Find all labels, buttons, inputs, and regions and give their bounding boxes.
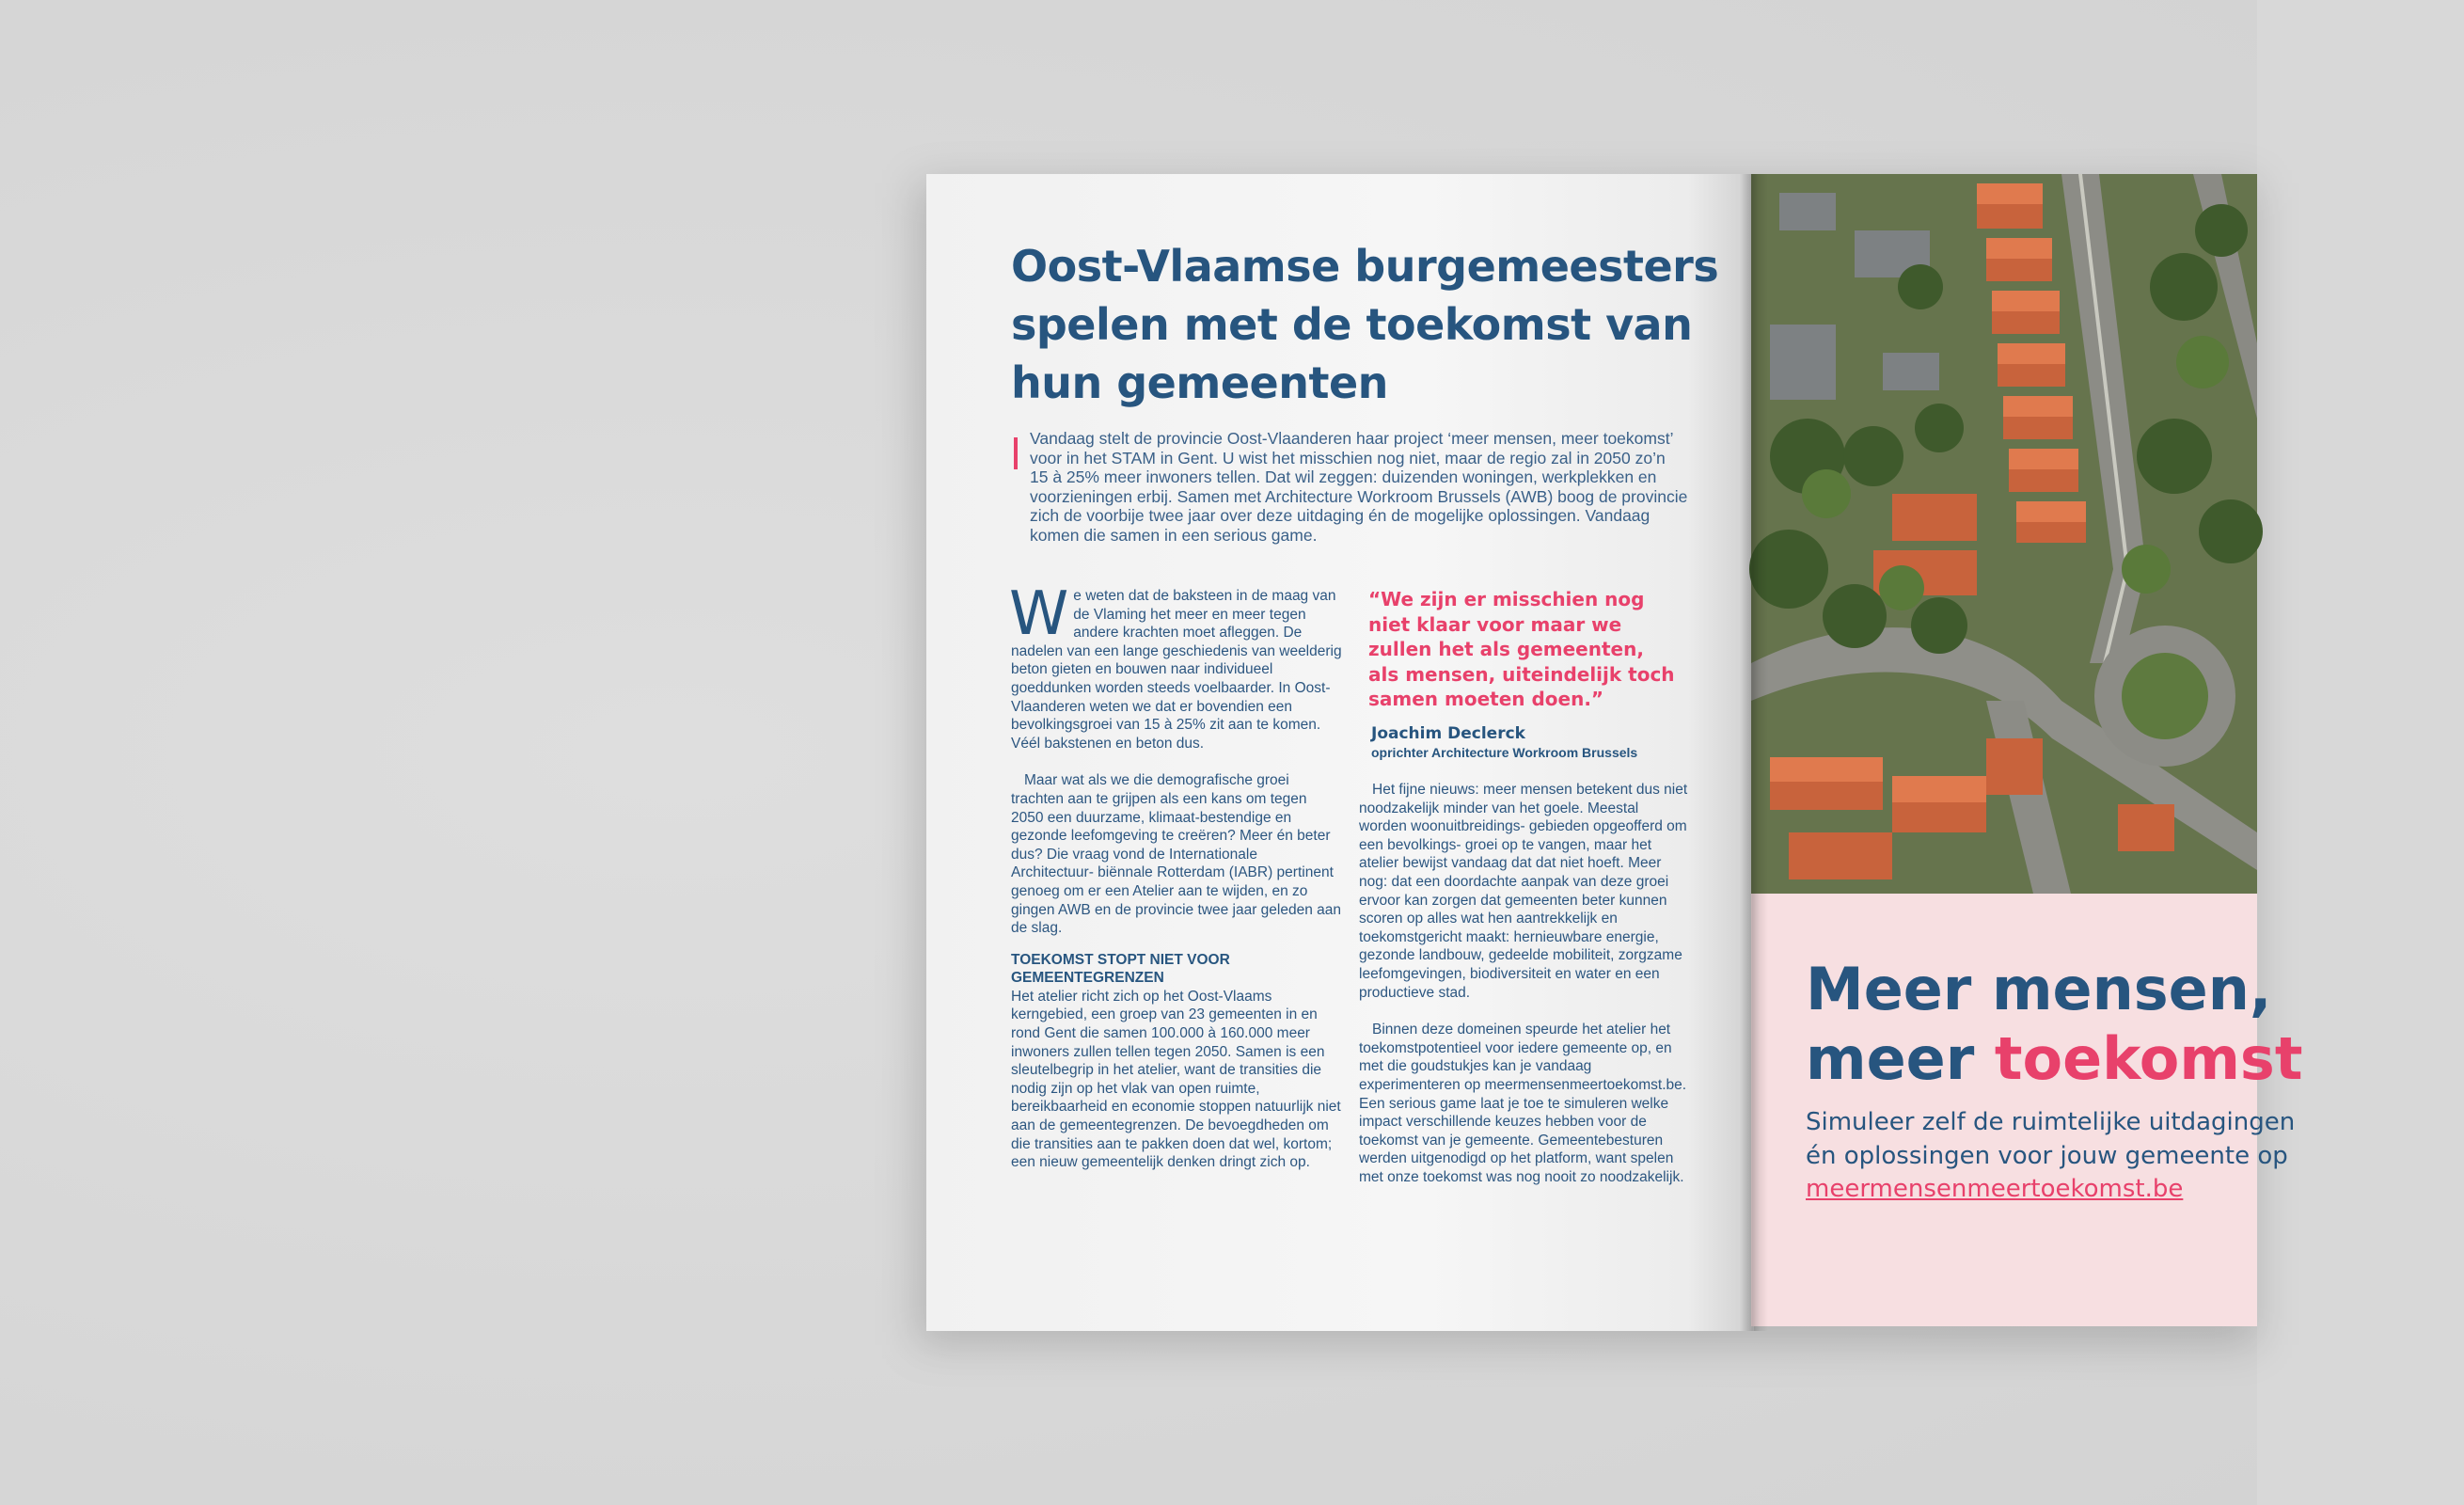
ad-subline-2: én oplossingen voor jouw gemeente op: [1806, 1142, 2288, 1170]
paragraph-5: Binnen deze domeinen speurde het atelier het toekomstpotentieel voor iedere gemeente op, en met die goudstukjes kan je vandaag experimenteren op meermensenmeertoekomst.be. Een serious game laat je toe te simuleren welke impact verschillende keuzes hebben voor de toekomst van je gemeente. Gemeentebesturen werden uitgenodigd op het platform, want spelen met onze toekomst was nog nooit zo noodzakelijk.: [1359, 1022, 1687, 1185]
right-page-ad: [1751, 174, 2303, 1326]
article-column-1: [1009, 579, 1342, 1172]
ad-headline: [1806, 955, 2464, 1094]
article-title: Oost-Vlaamse burgemeesters spelen met de toekomst van hun gemeenten: [1011, 241, 1719, 408]
drop-cap: W: [1009, 579, 1069, 649]
paragraph-2: Maar wat als we die demografische groei trachten aan te grijpen als een kans om tegen 2050 een duurzame, klimaat-bestendige en gezonde leefomgeving te creëren? Meer én beter dus? Die vraag vond de Internationale Architectuur- biënnale Rotterdam (IABR) pertinent genoeg om er een Atelier aan te wijden, en zo gingen AWB en de provincie twee jaar geleden aan de slag.: [1011, 772, 1341, 937]
section-subhead: TOEKOMST STOPT NIET VOOR GEMEENTEGRENZEN: [1011, 951, 1230, 987]
quote-author-role: oprichter Architecture Workroom Brussels: [1371, 745, 1638, 760]
ad-subline-1: Simuleer zelf de ruimtelijke uitdagingen: [1806, 1108, 2296, 1136]
ad-headline-line1: Meer mensen,: [1806, 955, 2272, 1023]
ad-subline: [1806, 1105, 2464, 1173]
article-lead: Vandaag stelt de provincie Oost-Vlaanderen haar project ‘meer mensen, meer toekomst’ voor in het STAM in Gent. U wist het misschien nog niet, maar de regio zal in 2050 zo’n 15 à 25% meer inwoners tellen. Dat wil zeggen: duizenden woningen, werkplekken en voorzieningen erbij. Samen met Architecture Workroom Brussels (AWB) boog de provincie zich de voorbije twee jaar over deze uitdaging én de mogelijke oplossingen. Vandaag komen die samen in een serious game.: [1030, 429, 1688, 545]
article-column-2: [1359, 781, 1690, 1186]
paragraph-4: Het fijne nieuws: meer mensen betekent dus niet noodzakelijk minder van het goele. Meestal worden woonuitbreidings- gebieden opgeofferd om een bevolkings- groei op te vangen, maar het atelier bewijst vandaag dat dat niet hoeft. Meer nog: dat een doordachte aanpak van deze groei ervoor kan zorgen dat gemeenten beter kunnen scoren op alles wat hen aantrekkelijk en toekomstgericht maakt: hernieuwbare energie, gezonde landbouw, gedeelde mobiliteit, zorgzame leefomgevingen, biodiversiteit en water en een productieve stad.: [1359, 782, 1688, 1001]
ad-headline-line2a: meer: [1806, 1024, 1995, 1093]
lead-accent-bar: [1014, 437, 1018, 469]
ad-headline-line2b: toekomst: [1994, 1024, 2303, 1093]
quote-author-name: Joachim Declerck: [1371, 724, 1525, 743]
magazine-spine: [1740, 174, 1768, 1331]
paragraph-3: Het atelier richt zich op het Oost-Vlaams kerngebied, een groep van 23 gemeenten in en rond Gent die samen 100.000 à 160.000 meer inwoners zullen tellen tegen 2050. Samen is een sleutelbegrip in het atelier, want de transities die nodig zijn op het vlak van open ruimte, bereikbaarheid en economie stoppen natuurlijk niet aan de gemeentegrenzen. De bevoegdheden om die transities aan te pakken doen dat wel, kortom; een nieuw gemeentelijk denken dringt zich op.: [1011, 988, 1341, 1171]
paragraph-1-text: e weten dat de baksteen in de maag van de Vlaming het meer en meer tegen andere krachten moet afleggen. De nadelen van een lange geschiedenis van weelderig beton gieten en bouwen naar individueel goeddunken worden steeds voelbaarder. In Oost-Vlaanderen weten we dat er bovendien een bevolkingsgroei van 15 à 25% zit aan te komen. Véél bakstenen en beton dus.: [1011, 588, 1342, 752]
pull-quote: “We zijn er misschien nog niet klaar voor maar we zullen het als gemeenten, als mensen, uiteindelijk toch samen moeten doen.”: [1368, 588, 1675, 710]
ad-website-link: meermensenmeertoekomst.be: [1806, 1175, 2184, 1203]
aerial-photo: [1751, 174, 2257, 894]
paragraph-1: [1009, 579, 1342, 752]
